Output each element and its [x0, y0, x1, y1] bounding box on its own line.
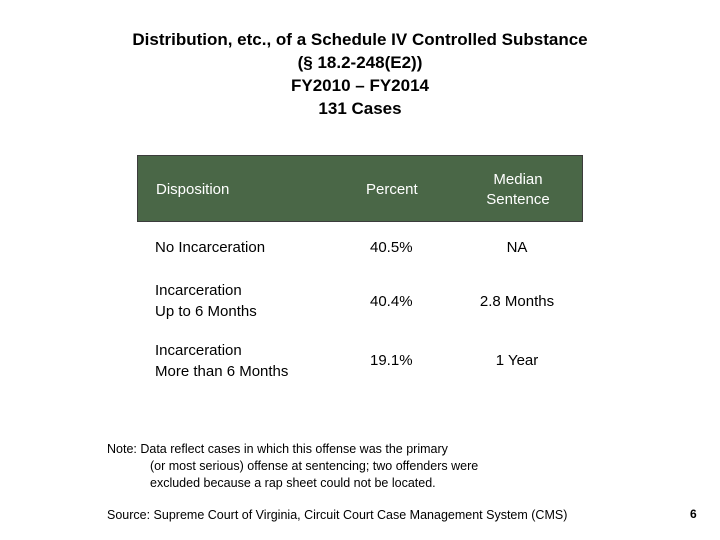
- footnote-line-1: Note: Data reflect cases in which this offense was the primary: [107, 442, 448, 456]
- slide-title: [0, 28, 720, 120]
- row-median: 2.8 Months: [479, 293, 555, 310]
- row-disposition-line-2: Up to 6 Months: [155, 303, 257, 320]
- row-median: NA: [506, 239, 528, 256]
- row-percent: 19.1%: [370, 352, 413, 369]
- row-disposition: No Incarceration: [155, 239, 266, 256]
- header-median-line-1: Median: [493, 171, 543, 188]
- row-disposition: [155, 280, 257, 322]
- title-line-1: Distribution, etc., of a Schedule IV Controlled Substance: [132, 30, 588, 49]
- row-percent: 40.5%: [370, 239, 413, 256]
- table-row: [137, 340, 583, 382]
- footnote: [107, 441, 478, 492]
- header-median-line-2: Sentence: [486, 191, 550, 208]
- footnote-line-2: (or most serious) offense at sentencing; two offenders were: [150, 459, 479, 473]
- header-percent: Percent: [366, 181, 418, 198]
- row-median: 1 Year: [495, 352, 539, 369]
- title-line-4: 131 Cases: [318, 99, 402, 118]
- header-disposition: Disposition: [156, 181, 230, 198]
- source-citation: Source: Supreme Court of Virginia, Circuit Court Case Management System (CMS): [107, 508, 568, 522]
- page-number: 6: [690, 507, 697, 521]
- row-disposition-line-1: Incarceration: [155, 342, 242, 359]
- title-line-2: (§ 18.2-248(E2)): [297, 53, 423, 72]
- table-header: [137, 155, 583, 222]
- table-row: [137, 237, 583, 259]
- row-disposition-line-1: Incarceration: [155, 282, 242, 299]
- row-disposition: [155, 340, 288, 382]
- header-median-sentence: [458, 170, 578, 210]
- title-line-3: FY2010 – FY2014: [291, 76, 429, 95]
- table-row: [137, 280, 583, 322]
- footnote-line-3: excluded because a rap sheet could not be located.: [150, 476, 436, 490]
- row-percent: 40.4%: [370, 293, 413, 310]
- row-disposition-line-2: More than 6 Months: [155, 363, 289, 380]
